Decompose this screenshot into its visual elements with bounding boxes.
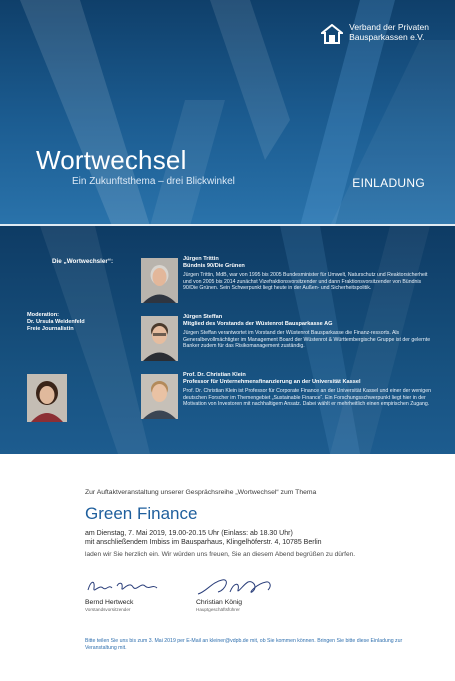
speaker-role: Professor für Unternehmensfinanzierung an der Universität Kassel — [183, 379, 361, 385]
signature-block — [85, 576, 165, 612]
speaker-photo-klein — [141, 374, 178, 419]
speaker-name: Jürgen Steffan — [183, 314, 223, 320]
speaker-photo-steffan — [141, 316, 178, 361]
moderator-photo — [27, 374, 67, 422]
hero-subtitle: Ein Zukunftsthema – drei Blickwinkel — [72, 176, 235, 187]
event-intro: Zur Auftaktveranstaltung unserer Gesprächsreihe „Wortwechsel“ zum Thema — [85, 489, 317, 496]
moderation-label: Moderation: — [27, 312, 60, 318]
signatory-title: Hauptgeschäftsführer — [196, 607, 240, 612]
einladung-label: EINLADUNG — [352, 176, 425, 190]
vdpb-logo — [321, 22, 429, 44]
speaker-bio: Prof. Dr. Christian Klein ist Professor für Corporate Finance an der Universität Kassel und einer der wenigen deutschen Forscher im Themengebiet „Sustainable Finance“. Ein Forschungsschwerpunkt liegt hier in der Motivation von Investoren mit nachhaltigem Ansatz. Dabei wählt er mehrheitlich einen empirischen Zugang. — [183, 388, 431, 408]
speaker-entry — [183, 256, 433, 292]
speaker-role: Mitglied des Vorstands der Wüstenrot Bausparkasse AG — [183, 321, 333, 327]
house-logo-icon — [321, 24, 343, 44]
event-date-line-1: am Dienstag, 7. Mai 2019, 19.00-20.15 Uhr (Einlass: ab 18.30 Uhr) — [85, 530, 293, 537]
speaker-entry — [183, 314, 433, 350]
speaker-role: Bündnis 90/Die Grünen — [183, 263, 245, 269]
speaker-bio: Jürgen Trittin, MdB, war von 1995 bis 2005 Bundesminister für Umwelt, Naturschutz und Reaktorsicherheit und von 2005 bis 2014 zunächst Vizefraktionsvorsitzender und dann Fraktionsvorsitzender von Bündnis 90/Die Grünen. Sein Schwerpunkt liegt heute in der Außen- und Sicherheitspolitik. — [183, 272, 428, 292]
event-details — [0, 454, 455, 681]
signatory-title: Vorstandsvorsitzender — [85, 607, 131, 612]
invite-text: laden wir Sie herzlich ein. Wir würden uns freuen, Sie an diesem Abend begrüßen zu dürfen. — [85, 551, 356, 558]
speaker-name: Jürgen Trittin — [183, 256, 219, 262]
speakers-section — [0, 226, 455, 454]
handwritten-signature — [85, 576, 165, 598]
logo-line-2: Bausparkassen e.V. — [349, 32, 425, 42]
hero-title: Wortwechsel — [36, 145, 187, 175]
signature-block — [196, 576, 276, 612]
speaker-photo-trittin — [141, 258, 178, 303]
handwritten-signature — [196, 576, 276, 598]
signatory-name: Christian König — [196, 599, 243, 606]
speaker-bio: Jürgen Steffan verantwortet im Vorstand der Wüstenrot Bausparkasse die Finanz-ressorts. Als Generalbevollmächtigter im Management Board der Wüstenrot & Württembergische Gruppe ist der gelernte Banker zudem für das Risikomanagement zuständig. — [183, 330, 431, 350]
event-date — [85, 529, 322, 547]
event-date-line-2: mit anschließendem Imbiss im Bausparhaus, Klingelhöferstr. 4, 10785 Berlin — [85, 539, 322, 546]
speaker-name: Prof. Dr. Christian Klein — [183, 372, 246, 378]
speakers-label: Die „Wortwechsler“: — [52, 258, 114, 265]
event-title: Green Finance — [85, 504, 198, 523]
moderator-role: Freie Journalistin — [27, 326, 74, 333]
logo-line-1: Verband der Privaten — [349, 22, 429, 32]
hero-banner — [0, 0, 455, 226]
moderation-block — [27, 312, 85, 334]
signatory-name: Bernd Hertweck — [85, 599, 134, 606]
moderator-name: Dr. Ursula Weidenfeld — [27, 319, 85, 326]
speaker-entry — [183, 372, 433, 408]
rsvp-note: Bitte teilen Sie uns bis zum 3. Mai 2019 per E-Mail an kleiner@vdpb.de mit, ob Sie kommen können. Bringen Sie bitte diese Einladung zur Veranstaltung mit. — [85, 638, 403, 651]
